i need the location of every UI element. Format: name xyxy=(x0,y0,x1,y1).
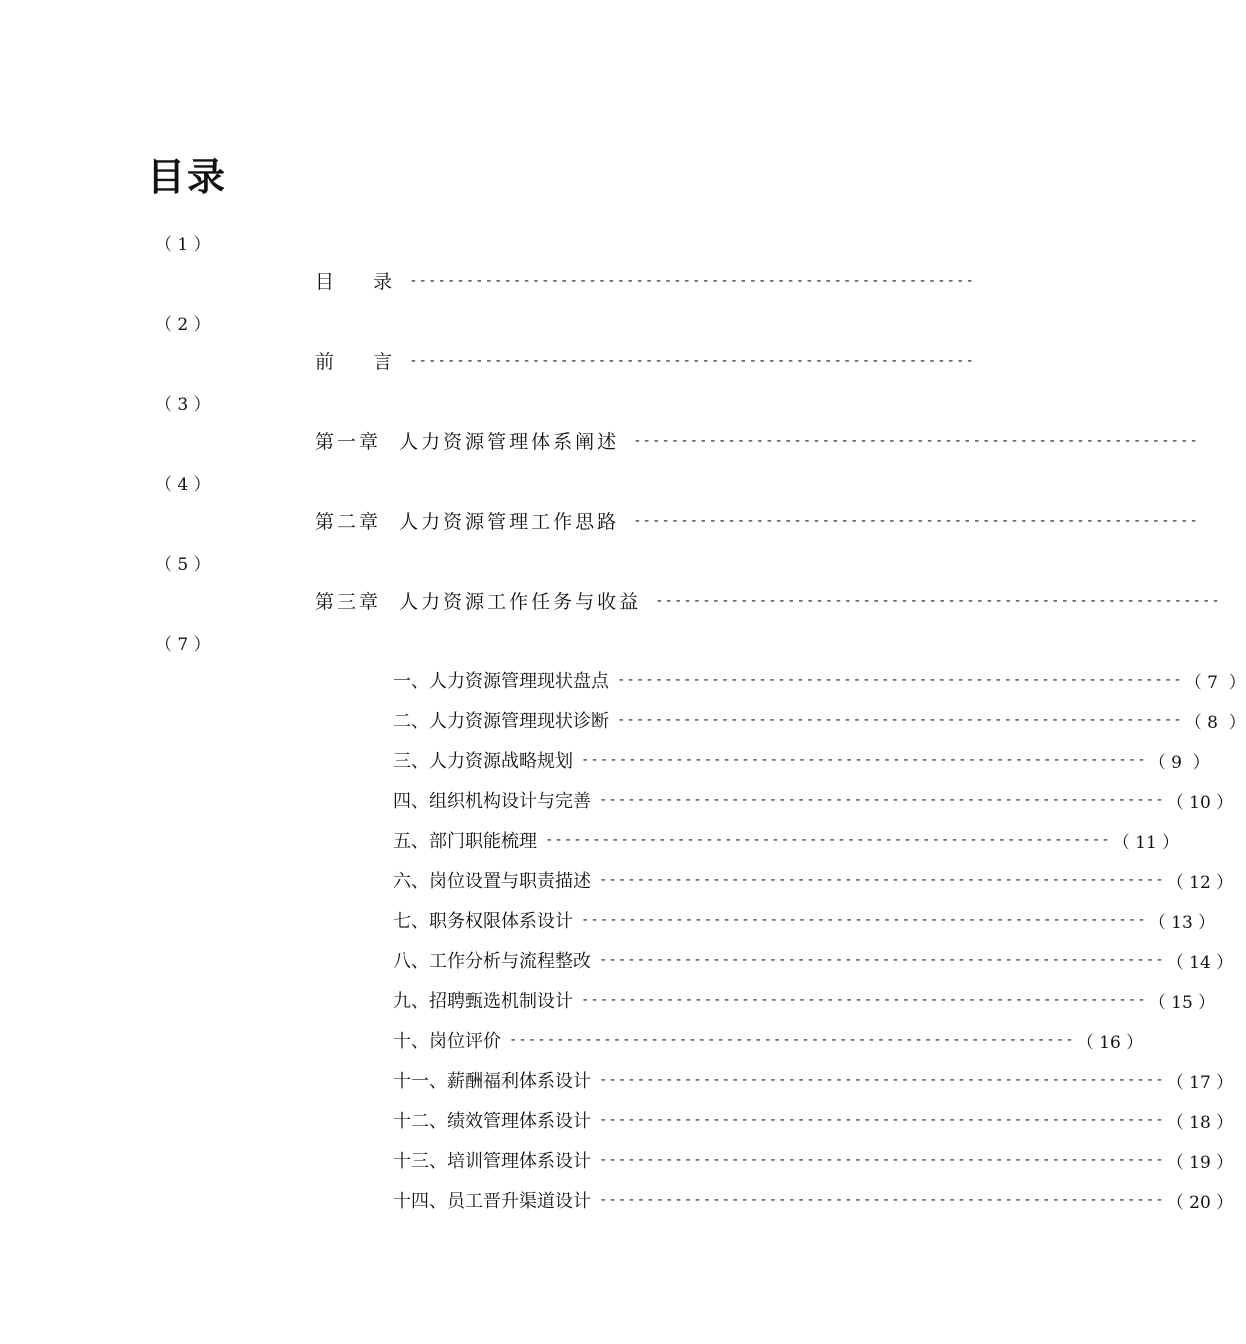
toc-page-number: （ 12 ） xyxy=(1166,872,1234,893)
toc-subentry[interactable] xyxy=(393,787,1234,813)
toc-subentry[interactable] xyxy=(393,1067,1234,1093)
page-number-label: （ 7 ） xyxy=(155,635,211,655)
toc-subentry[interactable] xyxy=(393,827,1180,853)
toc-subentry-label: 一、人力资源管理现状盘点 xyxy=(393,671,609,692)
dot-leader: ------------------------------------------------------------ xyxy=(581,992,1147,1008)
dot-leader: ------------------------------------------------------------ xyxy=(655,592,1221,609)
dot-leader: ------------------------------------------------------------ xyxy=(509,1032,1075,1048)
toc-page-number: （ 11 ） xyxy=(1112,832,1180,853)
toc-page-number: （ 8 ） xyxy=(1184,712,1246,733)
dot-leader: ------------------------------------------------------------ xyxy=(581,912,1147,928)
toc-entry-contents[interactable] xyxy=(315,267,975,294)
toc-page-number: （ 9 ） xyxy=(1148,752,1210,773)
toc-subentry-label: 十四、员工晋升渠道设计 xyxy=(393,1191,591,1212)
dot-leader: ------------------------------------------------------------ xyxy=(599,1152,1165,1168)
toc-page-number: （ 19 ） xyxy=(1166,1152,1234,1173)
dot-leader: ------------------------------------------------------------ xyxy=(617,712,1183,728)
toc-subentry[interactable] xyxy=(393,1027,1144,1053)
toc-subentry-label: 十三、培训管理体系设计 xyxy=(393,1151,591,1172)
toc-subentry-label: 九、招聘甄选机制设计 xyxy=(393,991,573,1012)
page-number-label: （ 5 ） xyxy=(155,555,211,575)
dot-leader: ------------------------------------------------------------ xyxy=(409,272,975,289)
toc-page-number: （ 15 ） xyxy=(1148,992,1216,1013)
toc-subentry-label: 八、工作分析与流程整改 xyxy=(393,951,591,972)
page-number-label: （ 3 ） xyxy=(155,395,211,415)
dot-leader: ------------------------------------------------------------ xyxy=(545,832,1111,848)
dot-leader: ------------------------------------------------------------ xyxy=(409,352,975,369)
toc-entry-label: 第一章 人力资源管理体系阐述 xyxy=(315,431,620,453)
toc-subentry[interactable] xyxy=(393,1147,1234,1173)
toc-subentry-label: 三、人力资源战略规划 xyxy=(393,751,573,772)
toc-entry-label: 目 录 xyxy=(315,271,396,293)
toc-subentry-label: 七、职务权限体系设计 xyxy=(393,911,573,932)
toc-entry-preface[interactable] xyxy=(315,347,975,374)
toc-subentry-label: 五、部门职能梳理 xyxy=(393,831,537,852)
toc-page-number: （ 17 ） xyxy=(1166,1072,1234,1093)
dot-leader: ------------------------------------------------------------ xyxy=(581,752,1147,768)
page-number-label: （ 2 ） xyxy=(155,315,211,335)
toc-page-number: （ 20 ） xyxy=(1166,1192,1234,1213)
toc-subentry-label: 四、组织机构设计与完善 xyxy=(393,791,591,812)
page-number-label: （ 1 ） xyxy=(155,235,211,255)
toc-subentry[interactable] xyxy=(393,907,1216,933)
dot-leader: ------------------------------------------------------------ xyxy=(633,512,1199,529)
page-number-label: （ 4 ） xyxy=(155,475,211,495)
toc-subentry[interactable] xyxy=(393,707,1246,733)
toc-subentry[interactable] xyxy=(393,667,1246,693)
dot-leader: ------------------------------------------------------------ xyxy=(599,1072,1165,1088)
toc-entry-chapter-2[interactable] xyxy=(315,507,1199,534)
toc-subentry[interactable] xyxy=(393,947,1234,973)
toc-entry-label: 第三章 人力资源工作任务与收益 xyxy=(315,591,642,613)
toc-page-number: （ 18 ） xyxy=(1166,1112,1234,1133)
toc-entry-chapter-1[interactable] xyxy=(315,427,1199,454)
dot-leader: ------------------------------------------------------------ xyxy=(599,792,1165,808)
dot-leader: ------------------------------------------------------------ xyxy=(633,432,1199,449)
toc-entry-label: 第二章 人力资源管理工作思路 xyxy=(315,511,620,533)
toc-subentry-label: 十二、绩效管理体系设计 xyxy=(393,1111,591,1132)
toc-subentry[interactable] xyxy=(393,1107,1234,1133)
toc-subentry-label: 二、人力资源管理现状诊断 xyxy=(393,711,609,732)
toc-page-number: （ 16 ） xyxy=(1076,1032,1144,1053)
toc-subentry[interactable] xyxy=(393,867,1234,893)
toc-page-number: （ 10 ） xyxy=(1166,792,1234,813)
page-title: 目录 xyxy=(147,155,228,199)
toc-subentry[interactable] xyxy=(393,987,1216,1013)
dot-leader: ------------------------------------------------------------ xyxy=(599,872,1165,888)
toc-page-number: （ 13 ） xyxy=(1148,912,1216,933)
toc-subentry-label: 十一、薪酬福利体系设计 xyxy=(393,1071,591,1092)
dot-leader: ------------------------------------------------------------ xyxy=(599,952,1165,968)
toc-subentry-label: 六、岗位设置与职责描述 xyxy=(393,871,591,892)
toc-entry-label: 前 言 xyxy=(315,351,396,373)
toc-subentry[interactable] xyxy=(393,747,1210,773)
dot-leader: ------------------------------------------------------------ xyxy=(599,1112,1165,1128)
toc-page-number: （ 14 ） xyxy=(1166,952,1234,973)
toc-subentry[interactable] xyxy=(393,1187,1234,1213)
toc-page-number: （ 7 ） xyxy=(1184,672,1246,693)
toc-entry-chapter-3[interactable] xyxy=(315,587,1221,614)
toc-subentry-label: 十、岗位评价 xyxy=(393,1031,501,1052)
dot-leader: ------------------------------------------------------------ xyxy=(617,672,1183,688)
dot-leader: ------------------------------------------------------------ xyxy=(599,1192,1165,1208)
